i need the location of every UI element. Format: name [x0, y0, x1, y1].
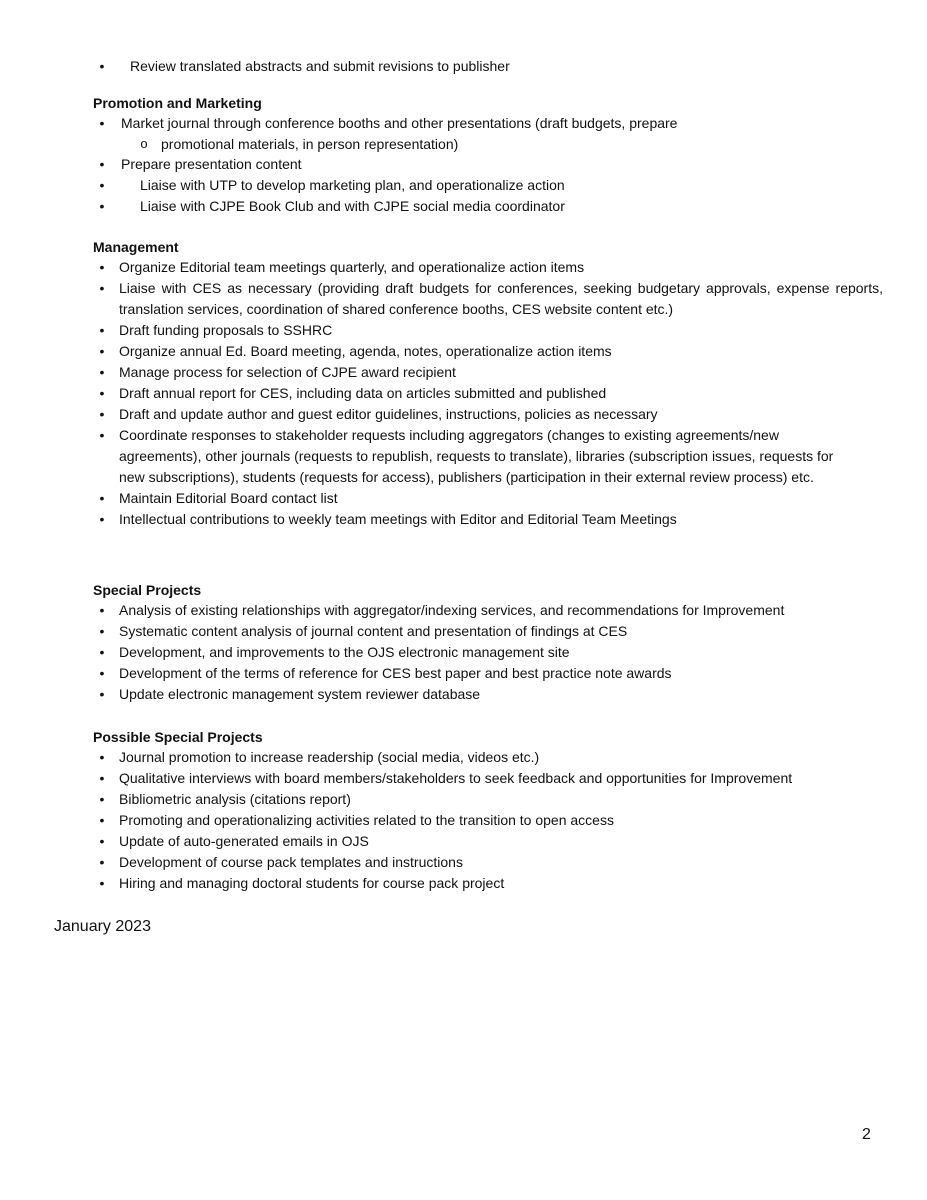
bullet-icon: • — [99, 749, 105, 765]
bullet-icon: • — [99, 322, 105, 338]
section-heading: Special Projects — [93, 582, 202, 598]
document-date: January 2023 — [54, 918, 151, 935]
bullet-icon: • — [99, 854, 105, 870]
list-item: • Update electronic management system reviewer database — [93, 684, 883, 705]
section-heading: Management — [93, 239, 179, 255]
bullet-icon: • — [99, 812, 105, 828]
list-item: • Review translated abstracts and submit revisions to publisher — [93, 56, 883, 77]
list-item: • Liaise with CJPE Book Club and with CJPE social media coordinator — [93, 196, 883, 217]
bullet-icon: • — [99, 770, 105, 786]
bullet-icon: • — [99, 791, 105, 807]
bullet-icon: • — [99, 115, 105, 131]
list-item: • Analysis of existing relationships with aggregator/indexing services, and recommendations for Improvement — [93, 600, 883, 621]
section-special-projects — [93, 580, 883, 705]
bullet-icon: • — [99, 875, 105, 891]
list-item: • Draft annual report for CES, including data on articles submitted and published — [93, 383, 883, 404]
list-item: • Draft funding proposals to SSHRC — [93, 320, 883, 341]
section-management — [93, 237, 883, 530]
list-item: • Qualitative interviews with board members/stakeholders to seek feedback and opportunities for Improvement — [93, 768, 883, 789]
list-item: • Liaise with CES as necessary (providing draft budgets for conferences, seeking budgetary approvals, expense reports, translation services, coordination of shared conference booths, CES website content etc.) — [93, 278, 883, 320]
list-item: • Journal promotion to increase readership (social media, videos etc.) — [93, 747, 883, 768]
bullet-icon: • — [99, 156, 105, 172]
list-item: • Manage process for selection of CJPE award recipient — [93, 362, 883, 383]
bullet-icon: • — [99, 511, 105, 527]
list-item: • Development, and improvements to the OJS electronic management site — [93, 642, 883, 663]
top-list — [93, 56, 883, 77]
list-item: • Liaise with UTP to develop marketing plan, and operationalize action — [93, 175, 883, 196]
bullet-icon: • — [99, 665, 105, 681]
bullet-icon: • — [99, 58, 105, 74]
bullet-icon: • — [99, 490, 105, 506]
section-promotion — [93, 93, 883, 217]
list-item: • Intellectual contributions to weekly team meetings with Editor and Editorial Team Meetings — [93, 509, 883, 530]
list-item: • Coordinate responses to stakeholder requests including aggregators (changes to existing agreements/new agreements), other journals (requests to republish, requests to translate), libraries (subscription issues, requests for new subscriptions), students (requests for access), publishers (participation in their external review process) etc. — [93, 425, 883, 488]
list-item: • Prepare presentation content — [93, 154, 883, 175]
bullet-icon: • — [99, 406, 105, 422]
list-item: • Systematic content analysis of journal content and presentation of findings at CES — [93, 621, 883, 642]
list-item: • Promoting and operationalizing activities related to the transition to open access — [93, 810, 883, 831]
list-item: • Bibliometric analysis (citations report) — [93, 789, 883, 810]
circle-bullet-icon: o — [140, 136, 148, 151]
bullet-icon: • — [99, 623, 105, 639]
list-item: • Draft and update author and guest editor guidelines, instructions, policies as necessary — [93, 404, 883, 425]
bullet-icon: • — [99, 644, 105, 660]
bullet-icon: • — [99, 198, 105, 214]
list-item: • Hiring and managing doctoral students for course pack project — [93, 873, 883, 894]
section-possible-special-projects — [93, 727, 883, 894]
bullet-icon: • — [99, 177, 105, 193]
bullet-icon: • — [99, 343, 105, 359]
bullet-icon: • — [99, 602, 105, 618]
bullet-icon: • — [99, 686, 105, 702]
page-number: 2 — [862, 1126, 871, 1143]
bullet-icon: • — [99, 385, 105, 401]
list-item: • Organize annual Ed. Board meeting, agenda, notes, operationalize action items — [93, 341, 883, 362]
sub-list-item: o promotional materials, in person representation) — [93, 134, 883, 154]
list-item: • Update of auto-generated emails in OJS — [93, 831, 883, 852]
list-item: • Maintain Editorial Board contact list — [93, 488, 883, 509]
bullet-icon: • — [99, 259, 105, 275]
list-item: • Market journal through conference booths and other presentations (draft budgets, prepare — [93, 113, 883, 134]
section-heading: Promotion and Marketing — [93, 95, 262, 111]
list-item: • Organize Editorial team meetings quarterly, and operationalize action items — [93, 257, 883, 278]
bullet-icon: • — [99, 427, 105, 443]
section-heading: Possible Special Projects — [93, 729, 263, 745]
bullet-icon: • — [99, 280, 105, 296]
list-item: • Development of course pack templates and instructions — [93, 852, 883, 873]
bullet-icon: • — [99, 364, 105, 380]
list-item: • Development of the terms of reference for CES best paper and best practice note awards — [93, 663, 883, 684]
bullet-icon: • — [99, 833, 105, 849]
